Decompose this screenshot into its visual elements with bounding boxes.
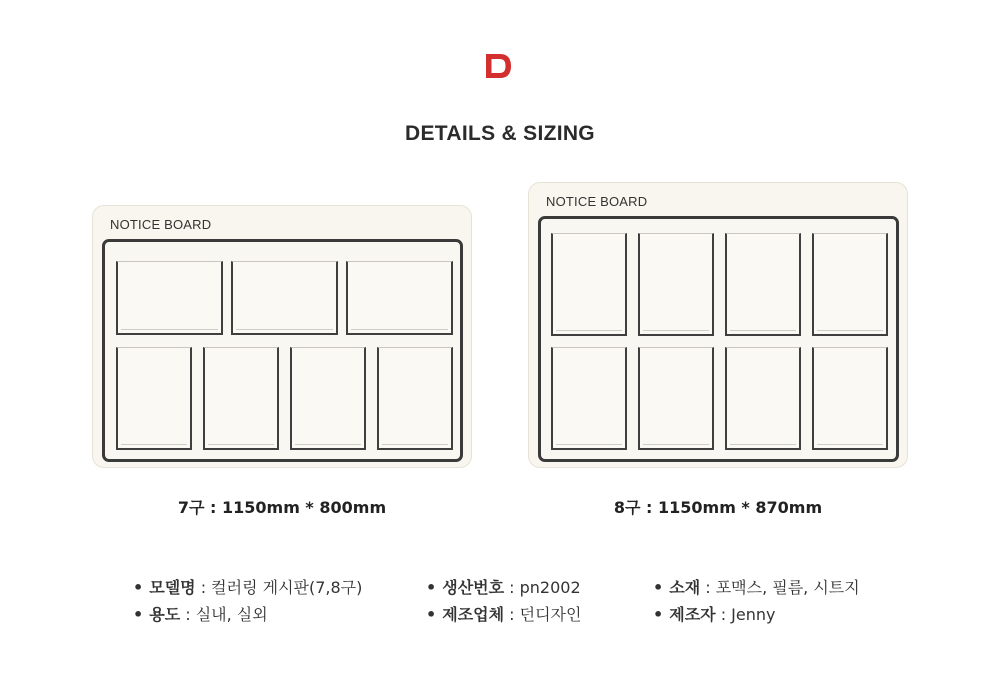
notice-board-7-card xyxy=(92,205,472,468)
board-frame xyxy=(538,216,899,462)
bullet: • xyxy=(426,605,437,624)
spec-value: 컬러링 게시판(7,8구) xyxy=(211,578,363,597)
pocket xyxy=(346,261,453,335)
bullet: • xyxy=(133,605,144,624)
spec-manufacturer xyxy=(426,602,581,625)
pocket xyxy=(812,233,888,336)
pocket xyxy=(725,347,801,450)
brand-logo-icon xyxy=(480,50,516,82)
size-caption-7: 7구 : 1150mm * 800mm xyxy=(177,498,387,517)
spec-separator: : xyxy=(504,578,520,597)
spec-material xyxy=(653,575,860,598)
spec-model-name xyxy=(133,575,362,598)
pocket xyxy=(551,233,627,336)
pocket xyxy=(812,347,888,450)
spec-key: 용도 xyxy=(149,605,181,624)
spec-value: pn2002 xyxy=(519,578,581,597)
spec-value: 포맥스, 필름, 시트지 xyxy=(715,578,860,597)
spec-value: 실내, 실외 xyxy=(195,605,268,624)
spec-usage xyxy=(133,602,268,625)
spec-key: 제조자 xyxy=(669,605,716,624)
spec-value: Jenny xyxy=(731,605,776,624)
bullet: • xyxy=(653,605,664,624)
notice-board-label: NOTICE BOARD xyxy=(110,217,212,232)
spec-key: 제조업체 xyxy=(442,605,505,624)
spec-separator: : xyxy=(195,578,212,597)
spec-separator: : xyxy=(180,605,196,624)
spec-separator: : xyxy=(504,605,520,624)
pocket xyxy=(377,347,453,450)
board-frame xyxy=(102,239,463,462)
spec-key: 소재 xyxy=(669,578,701,597)
pocket xyxy=(638,233,714,336)
pocket xyxy=(290,347,366,450)
spec-value: 던디자인 xyxy=(519,605,582,624)
pocket xyxy=(638,347,714,450)
pocket xyxy=(203,347,279,450)
notice-board-8-card xyxy=(528,182,908,468)
pocket xyxy=(116,347,192,450)
spec-separator: : xyxy=(715,605,732,624)
pocket xyxy=(551,347,627,450)
spec-key: 생산번호 xyxy=(442,578,505,597)
pocket xyxy=(116,261,223,335)
bullet: • xyxy=(426,578,437,597)
bullet: • xyxy=(653,578,664,597)
size-caption-8: 8구 : 1150mm * 870mm xyxy=(613,498,823,517)
page-title: DETAILS & SIZING xyxy=(405,122,595,145)
spec-key: 모델명 xyxy=(149,578,196,597)
spec-separator: : xyxy=(700,578,716,597)
pocket xyxy=(231,261,338,335)
notice-board-label: NOTICE BOARD xyxy=(546,194,648,209)
bullet: • xyxy=(133,578,144,597)
spec-production-number xyxy=(426,575,581,598)
spec-maker xyxy=(653,602,775,625)
pocket xyxy=(725,233,801,336)
